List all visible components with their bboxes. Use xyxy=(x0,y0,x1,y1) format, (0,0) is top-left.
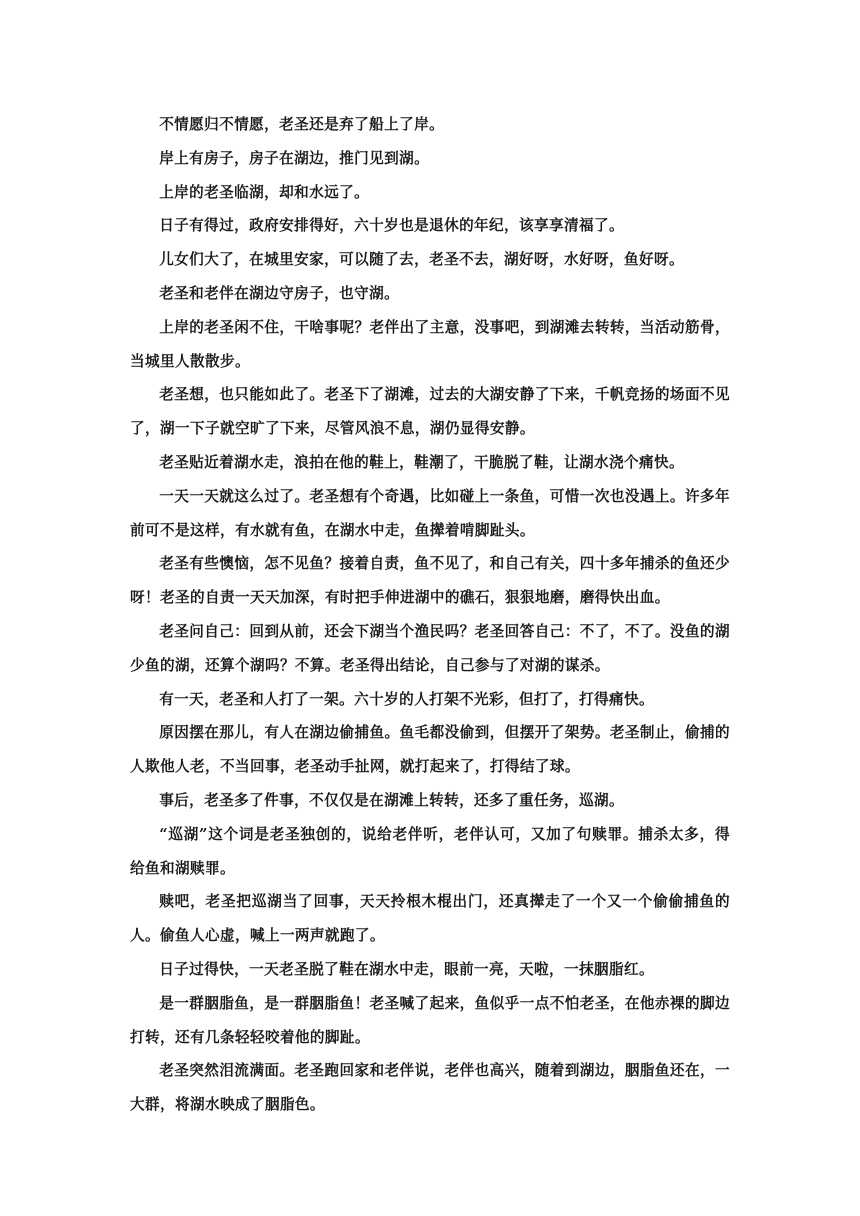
paragraph: 有一天，老圣和人打了一架。六十岁的人打架不光彩，但打了，打得痛快。 xyxy=(159,690,654,708)
article-body xyxy=(130,108,730,1122)
paragraph: 儿女们大了，在城里安家，可以随了去，老圣不去，湖好呀，水好呀，鱼好呀。 xyxy=(159,251,684,269)
paragraph: 岸上有房子，房子在湖边，推门见到湖。 xyxy=(159,149,430,167)
paragraph: 上岸的老圣临湖，却和水远了。 xyxy=(159,183,370,201)
paragraph: 日子有得过，政府安排得好，六十岁也是退休的年纪，该享享清福了。 xyxy=(159,217,624,235)
paragraph: 是一群胭脂鱼，是一群胭脂鱼！老圣喊了起来，鱼似乎一点不怕老圣，在他赤裸的脚边打转，还有几条轻轻咬着他的脚趾。 xyxy=(130,994,730,1046)
paragraph: 赎吧，老圣把巡湖当了回事，天天拎根木棍出门，还真撵走了一个又一个偷偷捕鱼的人。偷鱼人心虚，喊上一两声就跑了。 xyxy=(130,893,730,945)
paragraph: 老圣和老伴在湖边守房子，也守湖。 xyxy=(159,284,400,302)
paragraph: 事后，老圣多了件事，不仅仅是在湖滩上转转，还多了重任务，巡湖。 xyxy=(159,791,624,809)
paragraph: 老圣突然泪流满面。老圣跑回家和老伴说，老伴也高兴，随着到湖边，胭脂鱼还在，一大群，将湖水映成了胭脂色。 xyxy=(130,1062,730,1114)
paragraph: 日子过得快，一天老圣脱了鞋在湖水中走，眼前一亮，天啦，一抹胭脂红。 xyxy=(159,960,654,978)
paragraph: 上岸的老圣闲不住，干啥事呢？老伴出了主意，没事吧，到湖滩去转转，当活动筋骨，当城里人散散步。 xyxy=(130,318,730,370)
paragraph: 老圣贴近着湖水走，浪拍在他的鞋上，鞋潮了，干脆脱了鞋，让湖水浇个痛快。 xyxy=(159,453,684,471)
paragraph: 一天一天就这么过了。老圣想有个奇遇，比如碰上一条鱼，可惜一次也没遇上。许多年前可不是这样，有水就有鱼，在湖水中走，鱼撵着啃脚趾头。 xyxy=(130,487,730,539)
paragraph: 不情愿归不情愿，老圣还是弃了船上了岸。 xyxy=(159,116,445,133)
paragraph: “巡湖”这个词是老圣独创的，说给老伴听，老伴认可，又加了句赎罪。捕杀太多，得给鱼和湖赎罪。 xyxy=(130,825,730,877)
paragraph: 老圣想，也只能如此了。老圣下了湖滩，过去的大湖安静了下来，千帆竞扬的场面不见了，湖一下子就空旷了下来，尽管风浪不息，湖仍显得安静。 xyxy=(130,386,730,438)
paragraph: 老圣问自己：回到从前，还会下湖当个渔民吗？老圣回答自己：不了，不了。没鱼的湖少鱼的湖，还算个湖吗？不算。老圣得出结论，自己参与了对湖的谋杀。 xyxy=(130,622,730,674)
paragraph: 原因摆在那儿，有人在湖边偷捕鱼。鱼毛都没偷到，但摆开了架势。老圣制止，偷捕的人欺他人老，不当回事，老圣动手扯网，就打起来了，打得结了球。 xyxy=(130,724,730,776)
paragraph: 老圣有些懊恼，怎不见鱼？接着自责，鱼不见了，和自己有关，四十多年捕杀的鱼还少呀！老圣的自责一天天加深，有时把手伸进湖中的礁石，狠狠地磨，磨得快出血。 xyxy=(130,555,730,607)
